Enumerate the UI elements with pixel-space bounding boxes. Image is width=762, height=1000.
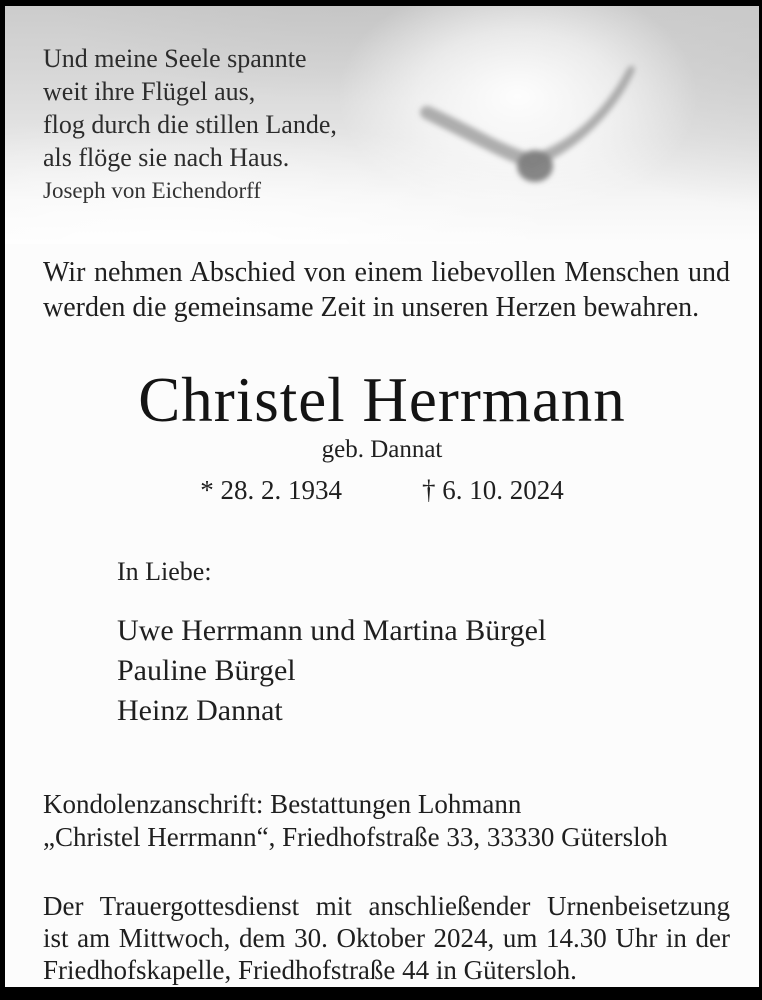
farewell-line: Wir nehmen Abschied von einem liebevollen Menschen und — [43, 257, 730, 288]
condolence-line: „Christel Herrmann“, Friedhofstraße 33, 33330 Gütersloh — [43, 822, 668, 852]
poem-line: flog durch die stillen Lande, — [43, 110, 337, 139]
condolence-block — [43, 788, 730, 854]
poem-line: Und meine Seele spannte — [43, 44, 307, 73]
mourner-name: Uwe Herrmann und Martina Bürgel — [117, 614, 547, 647]
service-line: Der Trauergottesdienst mit anschließender Urnenbeisetzung — [43, 891, 730, 921]
mourners-block — [117, 557, 759, 731]
poem-line: als flöge sie nach Haus. — [43, 143, 290, 172]
deceased-name: Christel Herrmann — [138, 365, 626, 435]
death-date: † 6. 10. 2024 — [422, 475, 564, 505]
poem-line: weit ihre Flügel aus, — [43, 77, 256, 106]
mourner-name: Pauline Bürgel — [117, 654, 296, 687]
death-notice-page — [5, 6, 759, 987]
deceased-block — [5, 365, 759, 506]
mourners-intro: In Liebe: — [117, 557, 212, 586]
dove-icon — [403, 50, 655, 190]
birth-date: * 28. 2. 1934 — [200, 475, 342, 505]
maiden-name: geb. Dannat — [321, 436, 443, 463]
mourner-name: Heinz Dannat — [117, 694, 283, 727]
service-line: Friedhofskapelle, Friedhofstraße 44 in Gütersloh. — [43, 955, 577, 985]
service-line: ist am Mittwoch, dem 30. Oktober 2024, um 14.30 Uhr in der — [43, 923, 730, 953]
condolence-line: Kondolenzanschrift: Bestattungen Lohmann — [43, 789, 522, 819]
life-dates — [5, 475, 759, 506]
farewell-line: werden die gemeinsame Zeit in unseren Herzen bewahren. — [43, 292, 700, 323]
poem-attribution: Joseph von Eichendorff — [43, 178, 262, 203]
service-block — [43, 890, 730, 986]
sky-photo — [5, 6, 759, 244]
farewell-text — [43, 255, 730, 325]
poem — [43, 42, 337, 174]
